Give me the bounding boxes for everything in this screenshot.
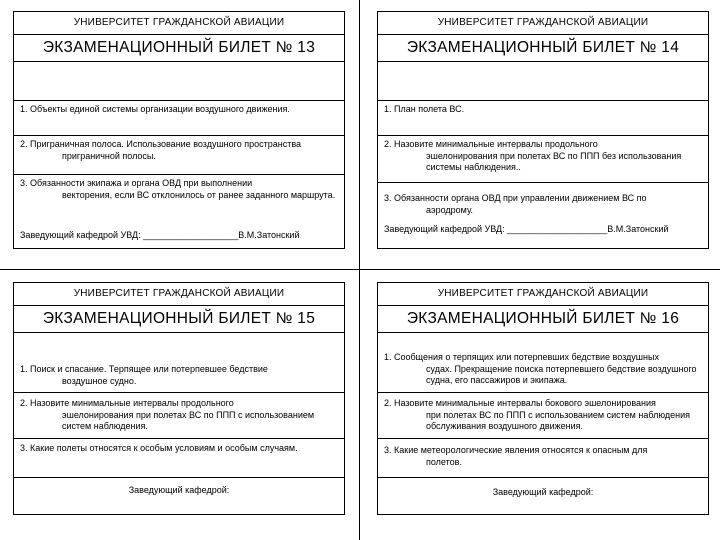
ticket-title: ЭКЗАМЕНАЦИОННЫЙ БИЛЕТ № 15 [13,305,345,333]
ticket-title: ЭКЗАМЕНАЦИОННЫЙ БИЛЕТ № 13 [13,34,345,62]
question-text: 3. Какие метеорологические явления относятся к опасным для [384,445,648,455]
ticket-title: ЭКЗАМЕНАЦИОННЫЙ БИЛЕТ № 14 [377,34,709,62]
blank-field [377,61,709,101]
question-2 [377,135,709,183]
question-3 [13,174,345,224]
question-text: 2. Назовите минимальные интервалы бокового эшелонирования [384,398,656,408]
question-1 [13,100,345,136]
question-text-continued: аэродрому. [426,204,474,215]
question-text-continued: векторения, если ВС отклонилось от ранее заданного маршрута. [62,189,336,200]
signature-line: Заведующий кафедрой: [13,477,345,515]
ticket-title: ЭКЗАМЕНАЦИОННЫЙ БИЛЕТ № 16 [377,305,709,333]
blank-field [13,332,345,362]
signature-line: Заведующий кафедрой УВД: ___________________В.М.Затонский [13,223,345,249]
blank-field [377,332,709,350]
university-name: УНИВЕРСИТЕТ ГРАЖДАНСКОЙ АВИАЦИИ [377,11,709,35]
question-3 [377,438,709,478]
question-1 [377,100,709,136]
question-text-continued: судах. Прекращение поиска потерпевшего бедствие воздушного судна, его пассажиров и экипажа. [426,363,697,385]
question-text: 2. Назовите минимальные интервалы продольного [20,398,234,408]
question-text-continued: воздушное судно. [62,375,137,386]
question-text: 3. Какие полеты относятся к особым условиям и особым случаям. [20,443,298,453]
question-text: 2. Назовите минимальные интервалы продольного [384,139,598,149]
question-text: 1. Объекты единой системы организации воздушного движения. [20,104,290,114]
question-1 [377,350,709,393]
signature-line: Заведующий кафедрой: [377,477,709,515]
university-name: УНИВЕРСИТЕТ ГРАЖДАНСКОЙ АВИАЦИИ [13,282,345,306]
university-name: УНИВЕРСИТЕТ ГРАЖДАНСКОЙ АВИАЦИИ [13,11,345,35]
question-2 [13,392,345,439]
question-text-continued: полетов. [426,456,462,467]
question-text-continued: эшелонирования при полетах ВС по ППП без использования системы наблюдения.. [426,150,682,172]
horizontal-cut-line [0,269,720,270]
question-2 [13,135,345,175]
question-text: 1. Поиск и спасание. Терпящее или потерпевшее бедствие [20,364,268,374]
question-1 [13,362,345,393]
signature-line: Заведующий кафедрой УВД: ____________________В.М.Затонский [377,219,709,249]
question-text-continued: приграничной полосы. [62,150,156,161]
question-text-continued: эшелонирования при полетах ВС по ППП с использованием систем наблюдения. [62,409,315,431]
university-name: УНИВЕРСИТЕТ ГРАЖДАНСКОЙ АВИАЦИИ [377,282,709,306]
question-3 [13,438,345,478]
question-3 [377,182,709,220]
blank-field [13,61,345,101]
question-text-continued: при полетах ВС по ППП с использованием систем наблюдения обслуживания воздушного движения. [426,409,691,431]
vertical-cut-line [359,0,360,540]
question-2 [377,392,709,439]
question-text: 1. План полета ВС. [384,104,465,114]
question-text: 3. Обязанности органа ОВД при управлении движением ВС по [384,193,647,203]
question-text: 2. Приграничная полоса. Использование воздушного пространства [20,139,302,149]
question-text: 3. Обязанности экипажа и органа ОВД при выполнении [20,178,253,188]
question-text: 1. Сообщения о терпящих или потерпевших бедствие воздушных [384,352,659,362]
